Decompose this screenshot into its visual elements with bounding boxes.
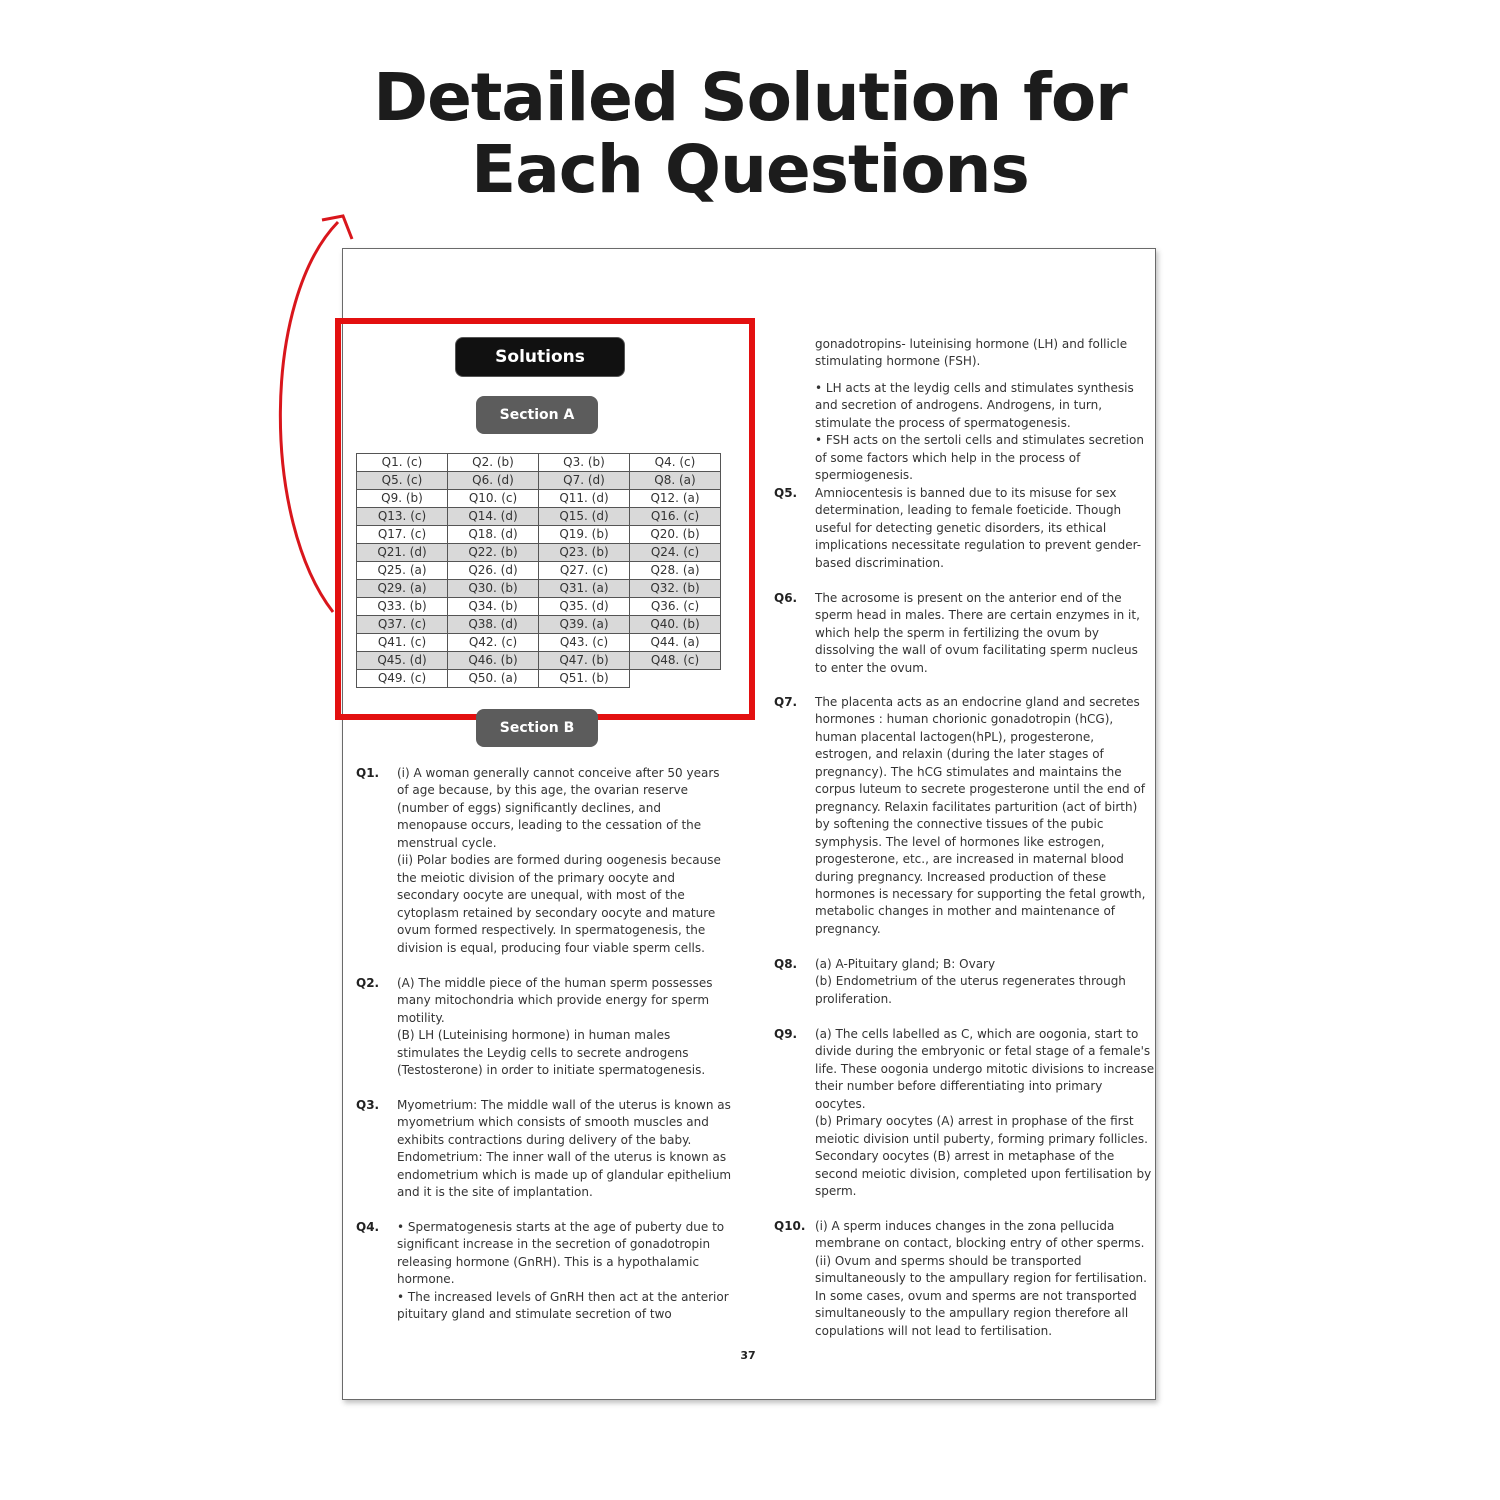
answer-cell: Q38. (d)	[448, 616, 539, 634]
answer-cell: Q9. (b)	[357, 490, 448, 508]
text-line: membrane on contact, blocking entry of other sperms.	[815, 1236, 1145, 1251]
text-line: estrogen, and relaxin (during the later stages of	[815, 747, 1104, 762]
answer-row	[357, 490, 721, 508]
page-number: 37	[740, 1349, 756, 1362]
answer-key-table	[356, 453, 721, 688]
answer-cell: Q22. (b)	[448, 544, 539, 562]
question-answer	[815, 485, 1141, 572]
text-line: sperm.	[815, 1184, 857, 1199]
answer-row	[357, 526, 721, 544]
text-line: (number of eggs) significantly declines, and	[397, 800, 661, 815]
text-line: many mitochondria which provide energy for sperm	[397, 993, 710, 1008]
answer-row	[357, 580, 721, 598]
answer-cell: Q48. (c)	[630, 652, 721, 670]
text-line: • LH acts at the leydig cells and stimulates synthesis	[815, 381, 1134, 395]
text-line: pregnancy. Relaxin facilitates parturition (act of birth)	[815, 799, 1138, 814]
answer-cell: Q27. (c)	[539, 562, 630, 580]
answer-cell: Q7. (d)	[539, 472, 630, 490]
answer-cell: Q25. (a)	[357, 562, 448, 580]
text-line: stimulating hormone (FSH).	[815, 354, 981, 369]
question-answer	[815, 694, 1145, 938]
text-line: of some factors which help in the process of	[815, 450, 1081, 465]
text-line: endometrium which is made up of glandular epithelium	[397, 1167, 732, 1182]
text-line: pregnancy.	[815, 921, 881, 936]
answer-cell: Q40. (b)	[630, 616, 721, 634]
answer-cell: Q5. (c)	[357, 472, 448, 490]
answer-cell: Q51. (b)	[539, 670, 630, 688]
text-line: metabolic changes in mother and maintenance of	[815, 904, 1116, 919]
text-line: (ii) Polar bodies are formed during oogenesis because	[397, 853, 721, 868]
question-answer	[397, 765, 721, 957]
text-line: based discrimination.	[815, 555, 944, 570]
answer-cell: Q24. (c)	[630, 544, 721, 562]
answer-row	[357, 544, 721, 562]
text-line: pregnancy). The hCG stimulates and maintains the	[815, 764, 1122, 779]
answer-cell: Q42. (c)	[448, 634, 539, 652]
text-line: myometrium which consists of smooth muscles and	[397, 1115, 709, 1130]
text-line: copulations will not lead to fertilisation.	[815, 1323, 1053, 1338]
text-line: (i) A woman generally cannot conceive after 50 years	[397, 766, 720, 780]
question-number: Q10.	[774, 1219, 806, 1233]
answer-cell: Q23. (b)	[539, 544, 630, 562]
text-line: spermiogenesis.	[815, 468, 913, 483]
answer-cell: Q28. (a)	[630, 562, 721, 580]
text-line: (B) LH (Luteinising hormone) in human males	[397, 1028, 671, 1043]
answer-cell: Q50. (a)	[448, 670, 539, 688]
text-line: The placenta acts as an endocrine gland and secretes	[815, 695, 1140, 709]
answer-cell: Q6. (d)	[448, 472, 539, 490]
text-line: life. These oogonia undergo mitotic divisions to increase	[815, 1061, 1155, 1076]
text-line: sperm head in males. There are certain enzymes in it,	[815, 608, 1140, 623]
question-number: Q6.	[774, 591, 798, 605]
text-line: ovum formed respectively. In spermatogenesis, the	[397, 923, 706, 938]
answer-cell: Q31. (a)	[539, 580, 630, 598]
text-line: proliferation.	[815, 991, 892, 1006]
text-line: exhibits contractions during delivery of the baby.	[397, 1132, 692, 1147]
text-line: determination, leading to female foeticide. Though	[815, 503, 1122, 518]
answer-cell: Q15. (d)	[539, 508, 630, 526]
text-line: (A) The middle piece of the human sperm possesses	[397, 976, 713, 990]
text-line: dissolving the wall of ovum facilitating sperm nucleus	[815, 643, 1138, 658]
text-line: significant increase in the secretion of gonadotropin	[397, 1237, 711, 1252]
question-answer	[397, 1219, 729, 1324]
text-line: (b) Endometrium of the uterus regenerates through	[815, 974, 1126, 989]
question-answer	[397, 975, 712, 1080]
answer-cell: Q2. (b)	[448, 454, 539, 472]
answer-cell: Q49. (c)	[357, 670, 448, 688]
answer-cell: Q33. (b)	[357, 598, 448, 616]
text-line: the meiotic division of the primary oocyte and	[397, 870, 675, 885]
text-line: • FSH acts on the sertoli cells and stimulates secretion	[815, 433, 1144, 448]
answer-cell: Q18. (d)	[448, 526, 539, 544]
answer-row	[357, 616, 721, 634]
answer-cell: Q16. (c)	[630, 508, 721, 526]
answer-cell: Q41. (c)	[357, 634, 448, 652]
headline-line-1: Detailed Solution for	[373, 59, 1127, 136]
text-line: and it is the site of implantation.	[397, 1185, 593, 1200]
text-line: divide during the embryonic or fetal stage of a female's	[815, 1044, 1151, 1059]
text-line: simultaneously to the ampullary region for fertilisation.	[815, 1271, 1147, 1286]
answer-cell: Q39. (a)	[539, 616, 630, 634]
question-answer	[815, 1218, 1147, 1340]
answer-row	[357, 472, 721, 490]
text-line: second meiotic division, completed upon fertilisation by	[815, 1166, 1152, 1181]
text-line: menstrual cycle.	[397, 835, 497, 850]
text-line: (ii) Ovum and sperms should be transported	[815, 1253, 1082, 1268]
text-line: symphysis. The level of hormones like estrogen,	[815, 834, 1105, 849]
section-b-label: Section B	[476, 709, 598, 747]
answer-cell: Q35. (d)	[539, 598, 630, 616]
text-line: useful for detecting genetic disorders, its ethical	[815, 520, 1107, 535]
answer-cell: Q32. (b)	[630, 580, 721, 598]
text-line: (i) A sperm induces changes in the zona pellucida	[815, 1219, 1115, 1233]
continuation-text	[815, 336, 1127, 371]
answer-cell: Q46. (b)	[448, 652, 539, 670]
answer-cell: Q19. (b)	[539, 526, 630, 544]
answer-cell: Q36. (c)	[630, 598, 721, 616]
text-line: Secondary oocytes (B) arrest in metaphase of the	[815, 1149, 1115, 1164]
text-line: secondary oocyte are unequal, with most of the	[397, 888, 685, 903]
answer-row	[357, 562, 721, 580]
answer-cell: Q12. (a)	[630, 490, 721, 508]
text-line: Endometrium: The inner wall of the uterus is known as	[397, 1150, 727, 1165]
answer-cell: Q11. (d)	[539, 490, 630, 508]
text-line: In some cases, ovum and sperms are not transported	[815, 1288, 1137, 1303]
text-line: (a) The cells labelled as C, which are oogonia, start to	[815, 1027, 1139, 1041]
text-line: (b) Primary oocytes (A) arrest in prophase of the first	[815, 1114, 1134, 1129]
text-line: (Testosterone) in order to initiate spermatogenesis.	[397, 1063, 706, 1078]
text-line: by softening the connective tissues of the pubic	[815, 817, 1104, 832]
text-line: human placental lactogen(hPL), progesterone,	[815, 729, 1095, 744]
text-line: motility.	[397, 1010, 445, 1025]
question-number: Q9.	[774, 1027, 798, 1041]
text-line: meiotic division until puberty, forming primary follicles.	[815, 1131, 1148, 1146]
text-line: releasing hormone (GnRH). This is a hypothalamic	[397, 1254, 700, 1269]
headline-line-2: Each Questions	[471, 131, 1029, 208]
answer-row	[357, 598, 721, 616]
text-line: • The increased levels of GnRH then act at the anterior	[397, 1289, 729, 1304]
text-line: Myometrium: The middle wall of the uterus is known as	[397, 1098, 731, 1112]
answer-row	[357, 454, 721, 472]
answer-cell: Q21. (d)	[357, 544, 448, 562]
text-line: progesterone, etc., are increased in maternal blood	[815, 852, 1124, 867]
question-number: Q4.	[356, 1220, 380, 1234]
question-answer	[815, 590, 1140, 677]
answer-cell: Q47. (b)	[539, 652, 630, 670]
section-a-label: Section A	[476, 396, 598, 434]
question-number: Q2.	[356, 976, 380, 990]
text-line: gonadotropins- luteinising hormone (LH) and follicle	[815, 337, 1128, 351]
text-line: division is equal, producing four viable sperm cells.	[397, 940, 705, 955]
headline	[0, 59, 1500, 208]
text-line: The acrosome is present on the anterior end of the	[815, 591, 1122, 605]
answer-cell: Q10. (c)	[448, 490, 539, 508]
question-number: Q5.	[774, 486, 798, 500]
answer-cell: Q45. (d)	[357, 652, 448, 670]
empty-cell	[630, 670, 721, 688]
answer-cell: Q37. (c)	[357, 616, 448, 634]
answer-row	[357, 634, 721, 652]
text-line: hormones is necessary for supporting the fetal growth,	[815, 886, 1146, 901]
text-line: implications necessitate regulation to prevent gender-	[815, 538, 1142, 553]
text-line: simultaneously to the ampullary region therefore all	[815, 1306, 1129, 1321]
text-line: corpus luteum to secrete progesterone until the end of	[815, 782, 1146, 797]
text-line: oocytes.	[815, 1096, 866, 1111]
question-answer	[815, 956, 1126, 1008]
text-line: pituitary gland and stimulate secretion of two	[397, 1307, 672, 1322]
answer-row	[357, 670, 721, 688]
answer-cell: Q44. (a)	[630, 634, 721, 652]
text-line: stimulate the process of spermatogenesis.	[815, 415, 1071, 430]
text-line: their number before differentiating into primary	[815, 1079, 1103, 1094]
text-line: to enter the ovum.	[815, 660, 928, 675]
answer-cell: Q3. (b)	[539, 454, 630, 472]
answer-cell: Q26. (d)	[448, 562, 539, 580]
question-answer	[815, 1026, 1154, 1201]
solutions-title: Solutions	[455, 337, 625, 377]
question-number: Q3.	[356, 1098, 380, 1112]
continuation-bullets	[815, 380, 1144, 485]
text-line: during pregnancy. Increased production of these	[815, 869, 1107, 884]
answer-cell: Q13. (c)	[357, 508, 448, 526]
text-line: of age because, by this age, the ovarian reserve	[397, 783, 689, 798]
answer-cell: Q4. (c)	[630, 454, 721, 472]
answer-cell: Q20. (b)	[630, 526, 721, 544]
answer-cell: Q43. (c)	[539, 634, 630, 652]
text-line: and secretion of androgens. Androgens, in turn,	[815, 398, 1103, 413]
answer-cell: Q34. (b)	[448, 598, 539, 616]
text-line: cytoplasm retained by secondary oocyte and mature	[397, 905, 716, 920]
text-line: which help the sperm in fertilizing the ovum by	[815, 625, 1099, 640]
text-line: hormone.	[397, 1272, 455, 1287]
answer-row	[357, 652, 721, 670]
question-number: Q8.	[774, 957, 798, 971]
text-line: hormones : human chorionic gonadotropin (hCG),	[815, 712, 1114, 727]
question-number: Q7.	[774, 695, 798, 709]
question-number: Q1.	[356, 766, 380, 780]
answer-cell: Q17. (c)	[357, 526, 448, 544]
text-line: menopause occurs, leading to the cessation of the	[397, 818, 702, 833]
answer-cell: Q8. (a)	[630, 472, 721, 490]
answer-row	[357, 508, 721, 526]
answer-cell: Q1. (c)	[357, 454, 448, 472]
text-line: (a) A-Pituitary gland; B: Ovary	[815, 957, 996, 971]
answer-cell: Q29. (a)	[357, 580, 448, 598]
question-answer	[397, 1097, 731, 1202]
answer-cell: Q14. (d)	[448, 508, 539, 526]
text-line: Amniocentesis is banned due to its misuse for sex	[815, 486, 1117, 500]
answer-cell: Q30. (b)	[448, 580, 539, 598]
text-line: • Spermatogenesis starts at the age of puberty due to	[397, 1220, 725, 1234]
text-line: stimulates the Leydig cells to secrete androgens	[397, 1045, 689, 1060]
